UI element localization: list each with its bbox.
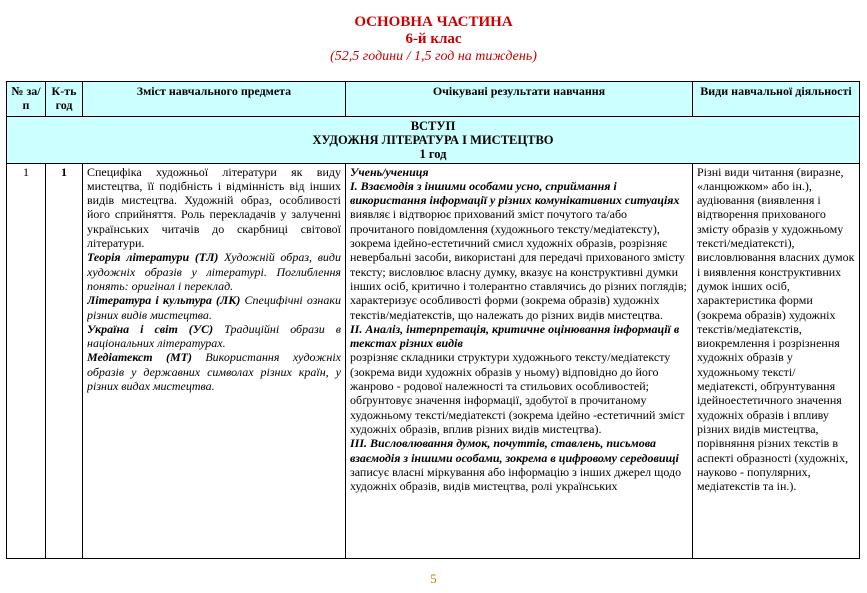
hours-subtitle: (52,5 години / 1,5 год на тиждень) xyxy=(330,49,537,64)
row-num xyxy=(7,163,46,558)
lk-label: Література і культура (ЛК) xyxy=(87,293,241,308)
results-student: Учень/учениця xyxy=(350,164,429,179)
results-s2-title: ІІ. Аналіз, інтерпретація, критичне оцінювання інформації в текстах різних видів xyxy=(350,321,680,351)
us-text: Традиційні образи в національних літературах. xyxy=(87,321,341,351)
row-content xyxy=(83,163,346,558)
activities-text: Різні види читання (виразне, «ланцюжком» або ін.), аудіювання (виявлення і відтворення прихованого змісту образів у художньому тексті/медіатексті), висловлювання власних думок і виявлення конструктивних думок інших осіб, характеристика форми (зокрема образів) художніх текстів/медіатекстів, виокремлення і розрізнення художніх образів у художньому тексті/медіатексті, обґрунтування ідейноестетичного значення художніх образів і впливу різних видів мистецтва, порівняння різних текстів в аспекті образності (художніх, науково - популярних, медіатекстів та ін.). xyxy=(697,164,855,494)
results-s1-title: І. Взаємодія з іншими особами усно, сприймання і використання інформації у різних комунікативних ситуаціях xyxy=(350,178,680,208)
row-num-value: 1 xyxy=(23,164,29,179)
tl-label: Теорія літератури (ТЛ) xyxy=(87,250,219,265)
us-label: Україна і світ (УС) xyxy=(87,321,214,336)
section-row xyxy=(7,116,860,163)
section-line-1: ВСТУП xyxy=(410,118,456,133)
curriculum-table xyxy=(6,81,860,559)
results-s1-text: виявляє і відтворює прихований зміст почутого та/або прочитаного повідомлення (художнього тексту/медіатексту), зокрема ідейно-естетичний смисл художніх образів, розрізняє невербальні засоби, використані для передачі прихованого змісту тексту; висловлює власну думку, вказує на конструктивні думки інших осіб, критично і толерантно ставлячись до різних поглядів; характеризує особливості форми (зокрема образів) художніх текстів/медіатекстів, що належать до різних видів мистецтва. xyxy=(350,207,687,322)
section-line-2: ХУДОЖНЯ ЛІТЕРАТУРА І МИСТЕЦТВО xyxy=(312,132,554,147)
table-header-row xyxy=(7,82,860,117)
results-s3-title: ІІІ. Висловлювання думок, почуттів, ставлень, письмова взаємодія з іншими особами, зокрема в цифровому середовищі xyxy=(350,436,679,465)
results-s3-text: записує власні міркування або інформацію з інших джерел щодо художніх образів, видів мистецтва, ролі українських xyxy=(350,464,682,494)
row-count xyxy=(46,163,83,558)
row-activities xyxy=(693,163,860,558)
section-title: ОСНОВНА ЧАСТИНА xyxy=(354,14,513,30)
content-intro: Специфіка художньої літератури як виду мистецтва, її подібність і відмінність від інших видів мистецтва. Художній образ, особливості його сприйняття. Роль перекладачів у залученні українських читачів до скарбниці світової літератури. xyxy=(87,164,341,251)
tl-text: Художній образ, види художніх образів у літературі. Поглиблення понять: оригінал і переклад. xyxy=(87,250,341,293)
header-count: К-ть год xyxy=(46,82,83,117)
header-content: Зміст навчального предмета xyxy=(83,82,346,117)
lk-text: Специфічні ознаки різних видів мистецтва. xyxy=(87,293,341,322)
row-count-value: 1 xyxy=(61,164,67,179)
header-results: Очікувані результати навчання xyxy=(346,82,693,117)
mt-label: Медіатекст (МТ) xyxy=(87,350,192,365)
results-s2-text: розрізняє складники структури художнього тексту/медіатексту (зокрема види художніх образів у ньому) відповідно до його жанрово - родової належності та стильових особливостей; обґрунтовує значення інформації, здобутої в прочитаному художньому тексті/медіатексті (зокрема ідейно -естетичний зміст художніх образів, вплив різних видів мистецтва). xyxy=(350,350,685,436)
page-number: 5 xyxy=(430,571,437,586)
row-results xyxy=(346,163,693,558)
header-activities: Види навчальної діяльності xyxy=(693,82,860,117)
header-num: № за/п xyxy=(7,82,46,117)
section-heading xyxy=(7,116,860,163)
page-header xyxy=(0,14,867,65)
table-row xyxy=(7,163,860,558)
mt-text: Використання художніх образів у державних символах різних країн, у різних видах мистецтва. xyxy=(87,350,341,394)
grade-title: 6-й клас xyxy=(405,31,462,47)
section-line-3: 1 год xyxy=(419,146,447,161)
